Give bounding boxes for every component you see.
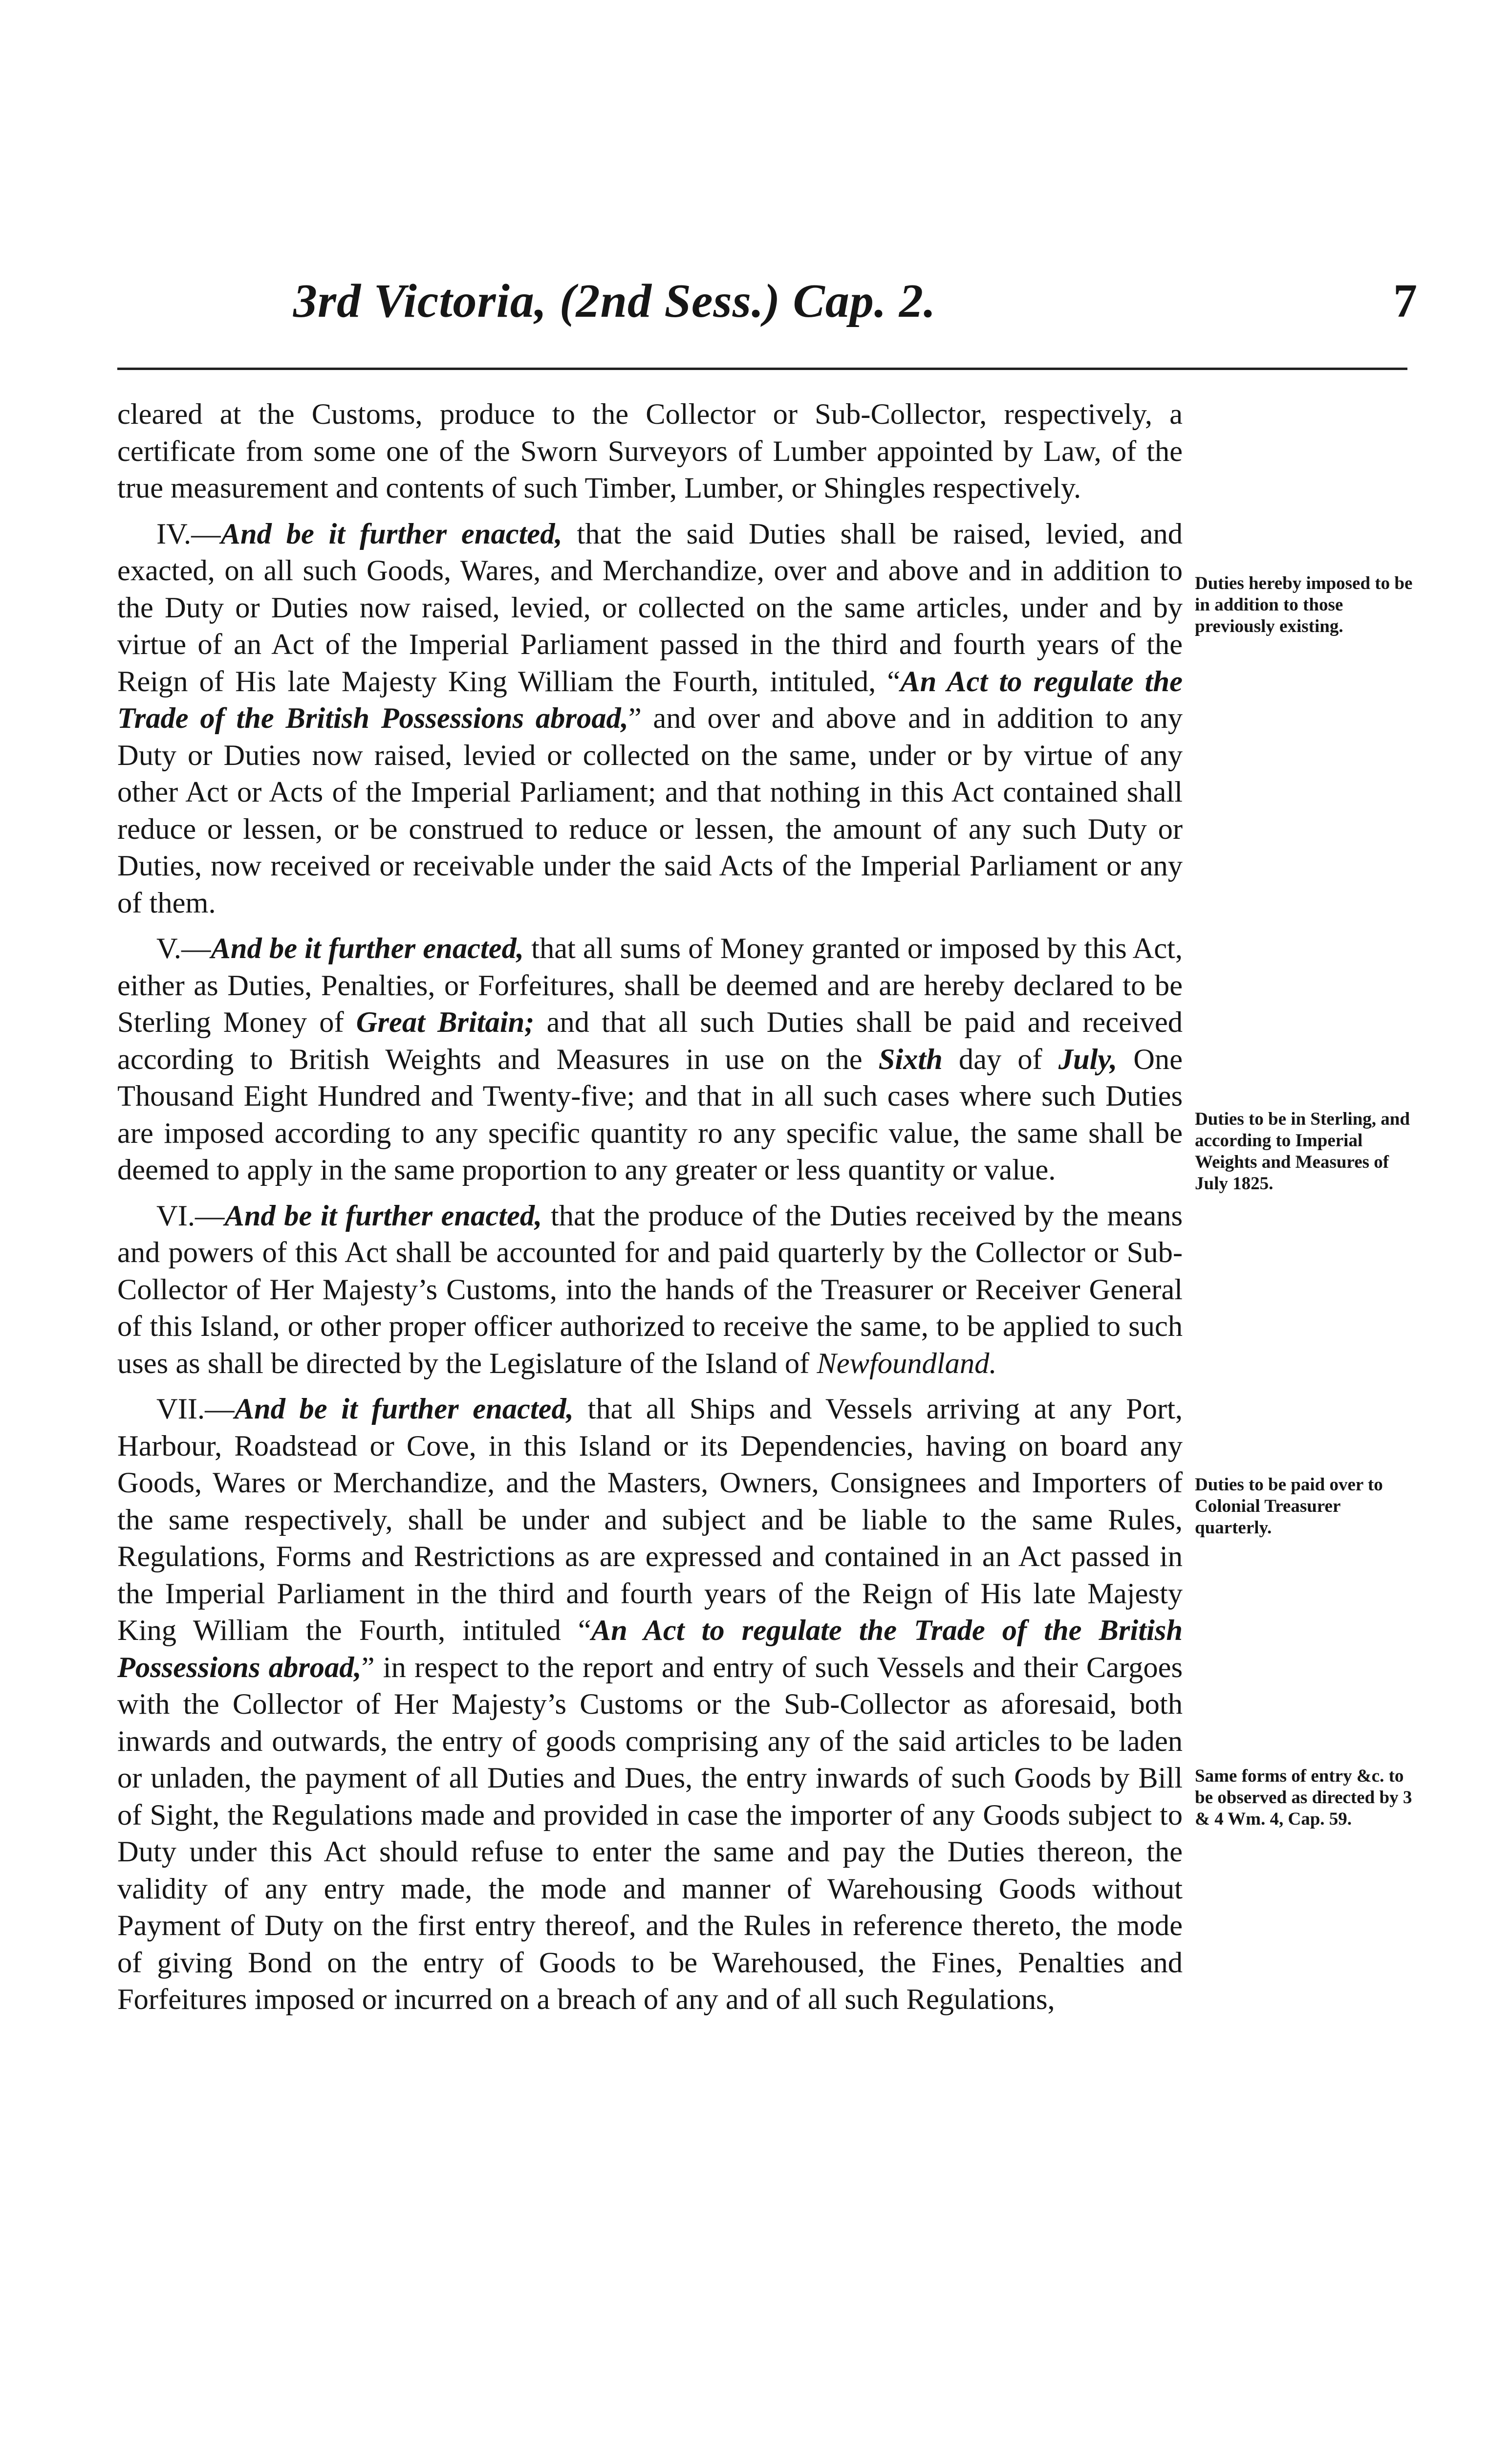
margin-note-v: Duties to be in Sterling, and according to Imperial Weights and Measures of July 1825. bbox=[1195, 1109, 1410, 1194]
running-title: 3rd Victoria, (2nd Sess.) Cap. 2. bbox=[293, 275, 936, 327]
section-iv-enacting-phrase: And be it further enacted, bbox=[220, 517, 562, 550]
body-text bbox=[117, 396, 1183, 2018]
section-v-text-2: and that all such Duties shall be paid and received according to British Weights and Measures in use on the bbox=[117, 1006, 1183, 1076]
page-number: 7 bbox=[1393, 275, 1417, 327]
section-v-text-4: One Thousand Eight Hundred and Twenty-five; and that in all such cases where such Duties are imposed according to any specific quantity ro any specific value, the same shall be deemed to apply in the same proportion to any greater or less quantity or value. bbox=[117, 1043, 1183, 1186]
section-iv-act-title: An Act to regulate the Trade of the British Possessions abroad, bbox=[117, 665, 1183, 735]
section-iv-number: IV.— bbox=[156, 517, 221, 550]
section-iv bbox=[117, 516, 1183, 922]
section-v-day: Sixth bbox=[878, 1043, 943, 1076]
section-v-text-1: that all sums of Money granted or imposed by this Act, either as Duties, Penalties, or Forfeitures, shall be deemed and are hereby declared to be Sterling Money of bbox=[117, 932, 1183, 1039]
section-vii-text-1: that all Ships and Vessels arriving at any Port, Harbour, Roadstead or Cove, in this Island or its Dependencies, having on board any Goods, Wares or Merchandize, and the Masters, Owners, Consignees and Importers of the same respectively, shall be under and subject and be liable to the same Rules, Regulations, Forms and Restrictions as are expressed and contained in an Act passed in the Imperial Parliament in the third and fourth years of the Reign of His late Majesty King William the Fourth, intituled “ bbox=[117, 1393, 1183, 1647]
section-v-month: July, bbox=[1058, 1043, 1118, 1076]
section-vii-act-title: An Act to regulate the Trade of the British Possessions abroad, bbox=[117, 1614, 1183, 1684]
margin-note-vi: Duties to be paid over to Colonial Treasurer quarterly. bbox=[1195, 1475, 1383, 1538]
section-v-place: Great Britain; bbox=[356, 1006, 535, 1039]
section-v bbox=[117, 930, 1183, 1189]
margin-note-iv: Duties hereby imposed to be in addition to those previously existing. bbox=[1195, 573, 1413, 636]
header-rule bbox=[117, 368, 1407, 370]
section-vii-number: VII.— bbox=[156, 1393, 235, 1425]
opening-paragraph: cleared at the Customs, produce to the Collector or Sub-Collector, respectively, a certificate from some one of the Sworn Surveyors of Lumber appointed by Law, of the true measurement and contents of such Timber, Lumber, or Shingles respectively. bbox=[117, 398, 1183, 504]
section-v-number: V.— bbox=[156, 932, 211, 965]
section-vii-text-2: ” in respect to the report and entry of such Vessels and their Cargoes with the Collector of Her Majesty’s Customs or the Sub-Collector as aforesaid, both inwards and outwards, the entry of goods comprising any of the said articles to be laden or unladen, the payment of all Duties and Dues, the entry inwards of such Goods by Bill of Sight, the Regulations made and provided in case the importer of any Goods subject to Duty under this Act should refuse to enter the same and pay the Duties thereon, the validity of any entry made, the mode and manner of Warehousing Goods without Payment of Duty on the first entry thereof, and the Rules in reference thereto, the mode of giving Bond on the entry of Goods to be Warehoused, the Fines, Penalties and Forfeitures imposed or incurred on a breach of any and of all such Regulations, bbox=[117, 1651, 1183, 2016]
section-vi-text-1: that the produce of the Duties received by the means and powers of this Act shall be accounted for and paid quarterly by the Collector or Sub-Collector of Her Majesty’s Customs, into the hands of the Treasurer or Receiver General of this Island, or other proper officer authorized to receive the same, to be applied to such uses as shall be directed by the Legislature of the Island of bbox=[117, 1199, 1183, 1380]
section-vi-enacting-phrase: And be it further enacted, bbox=[224, 1199, 542, 1232]
margin-note-vii: Same forms of entry &c. to be observed as directed by 3 & 4 Wm. 4, Cap. 59. bbox=[1195, 1766, 1412, 1829]
section-iv-text-2: ” and over and above and in addition to any Duty or Duties now raised, levied or collected on the same, under or by virtue of any other Act or Acts of the Imperial Parliament; and that nothing in this Act contained shall reduce or lessen, or be construed to reduce or lessen, the amount of any such Duty or Duties, now received or receivable under the said Acts of the Imperial Parliament or any of them. bbox=[117, 702, 1183, 919]
section-vii bbox=[117, 1391, 1183, 2018]
section-vii-enacting-phrase: And be it further enacted, bbox=[234, 1393, 574, 1425]
section-vi-number: VI.— bbox=[156, 1199, 225, 1232]
section-vi bbox=[117, 1198, 1183, 1382]
section-iv-text-1: that the said Duties shall be raised, levied, and exacted, on all such Goods, Wares, and Merchandize, over and above and in addition to the Duty or Duties now raised, levied, or collected on the same articles, under and by virtue of an Act of the Imperial Parliament passed in the third and fourth years of the Reign of His late Majesty King William the Fourth, intituled, “ bbox=[117, 517, 1183, 698]
section-vi-place: Newfoundland. bbox=[817, 1347, 997, 1380]
section-v-text-3: day of bbox=[942, 1043, 1058, 1076]
section-v-enacting-phrase: And be it further enacted, bbox=[211, 932, 524, 965]
page-header bbox=[293, 274, 1417, 347]
